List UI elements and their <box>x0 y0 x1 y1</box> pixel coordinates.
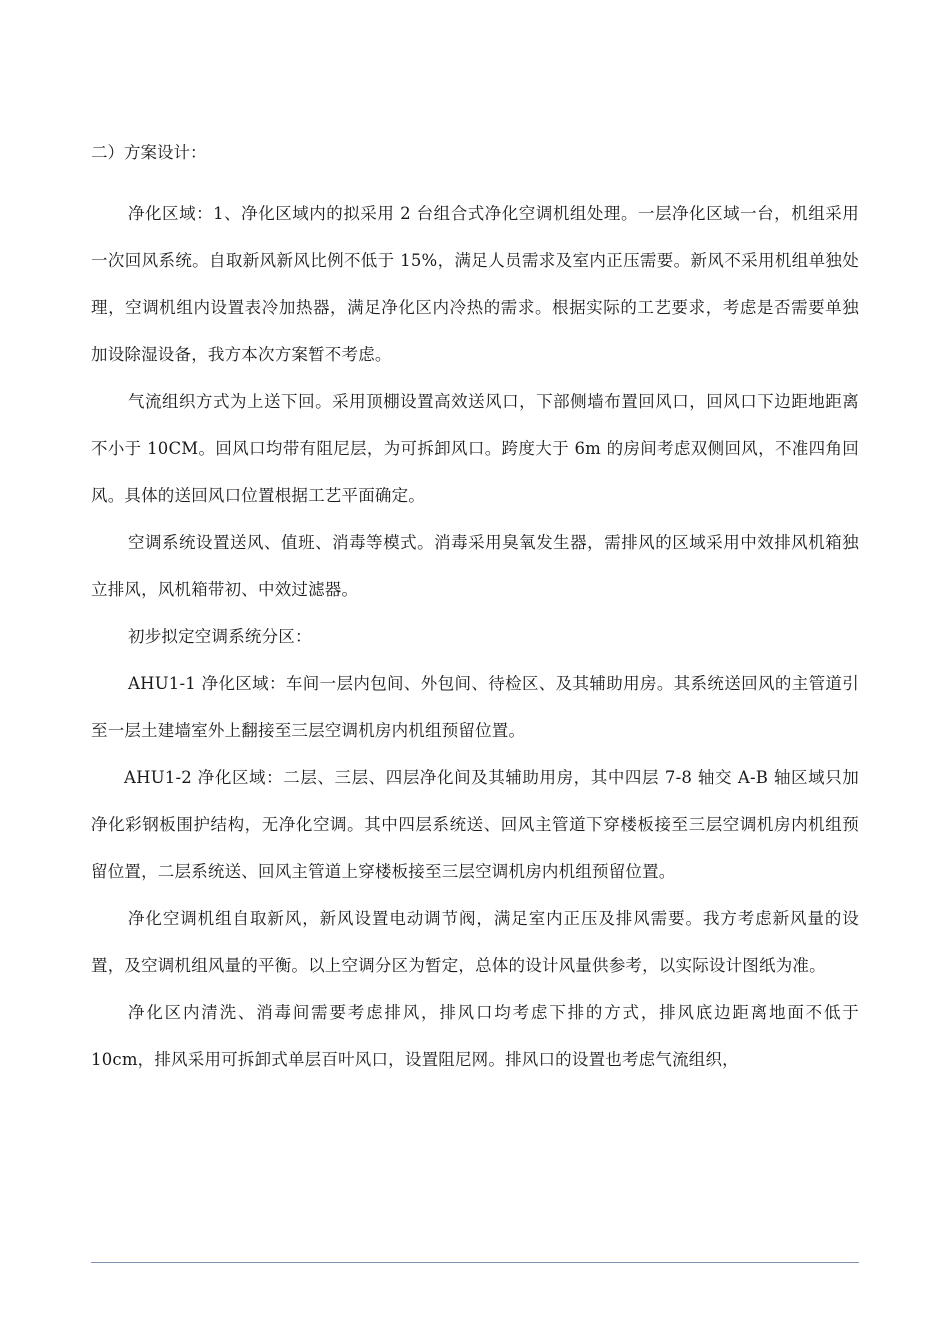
paragraph-ahu1-1: AHU1-1 净化区域：车间一层内包间、外包间、待检区、及其辅助用房。其系统送回风的主管道引至一层土建墙室外上翻接至三层空调机房内机组预留位置。 <box>91 674 859 740</box>
paragraph-fresh-air: 净化空调机组自取新风，新风设置电动调节阀，满足室内正压及排风需要。我方考虑新风量的设置，及空调机组风量的平衡。以上空调分区为暂定，总体的设计风量供参考，以实际设计图纸为准。 <box>91 909 859 975</box>
paragraph-zoning-intro: 初步拟定空调系统分区： <box>128 627 312 646</box>
paragraph-ahu1-2: AHU1-2 净化区域：二层、三层、四层净化间及其辅助用房，其中四层 7-8 轴交 A-B 轴区域只加净化彩钢板围护结构，无净化空调。其中四层系统送、回风主管道下穿楼板接至三层空调机房内机组预留位置，二层系统送、回风主管道上穿楼板接至三层空调机房内机组预留位置。 <box>91 768 859 881</box>
section-heading: 二）方案设计： <box>91 143 207 162</box>
paragraph-clean-zone: 净化区域：1、净化区域内的拟采用 2 台组合式净化空调机组处理。一层净化区域一台，机组采用一次回风系统。自取新风新风比例不低于 15%，满足人员需求及室内正压需要。新风不采用机组单独处理，空调机组内设置表冷加热器，满足净化区内冷热的需求。根据实际的工艺要求，考虑是否需要单独加设除湿设备，我方本次方案暂不考虑。 <box>91 204 859 364</box>
paragraph-modes: 空调系统设置送风、值班、消毒等模式。消毒采用臭氧发生器，需排风的区域采用中效排风机箱独立排风，风机箱带初、中效过滤器。 <box>91 533 859 599</box>
footer-divider <box>91 1262 859 1263</box>
paragraph-exhaust: 净化区内清洗、消毒间需要考虑排风，排风口均考虑下排的方式，排风底边距离地面不低于 10cm，排风采用可拆卸式单层百叶风口，设置阻尼网。排风口的设置也考虑气流组织， <box>91 1003 859 1069</box>
paragraph-airflow: 气流组织方式为上送下回。采用顶棚设置高效送风口，下部侧墙布置回风口，回风口下边距地距离不小于 10CM。回风口均带有阻尼层，为可拆卸风口。跨度大于 6m 的房间考虑双侧回风，不准四角回风。具体的送回风口位置根据工艺平面确定。 <box>91 392 859 505</box>
document-body <box>91 138 859 1083</box>
